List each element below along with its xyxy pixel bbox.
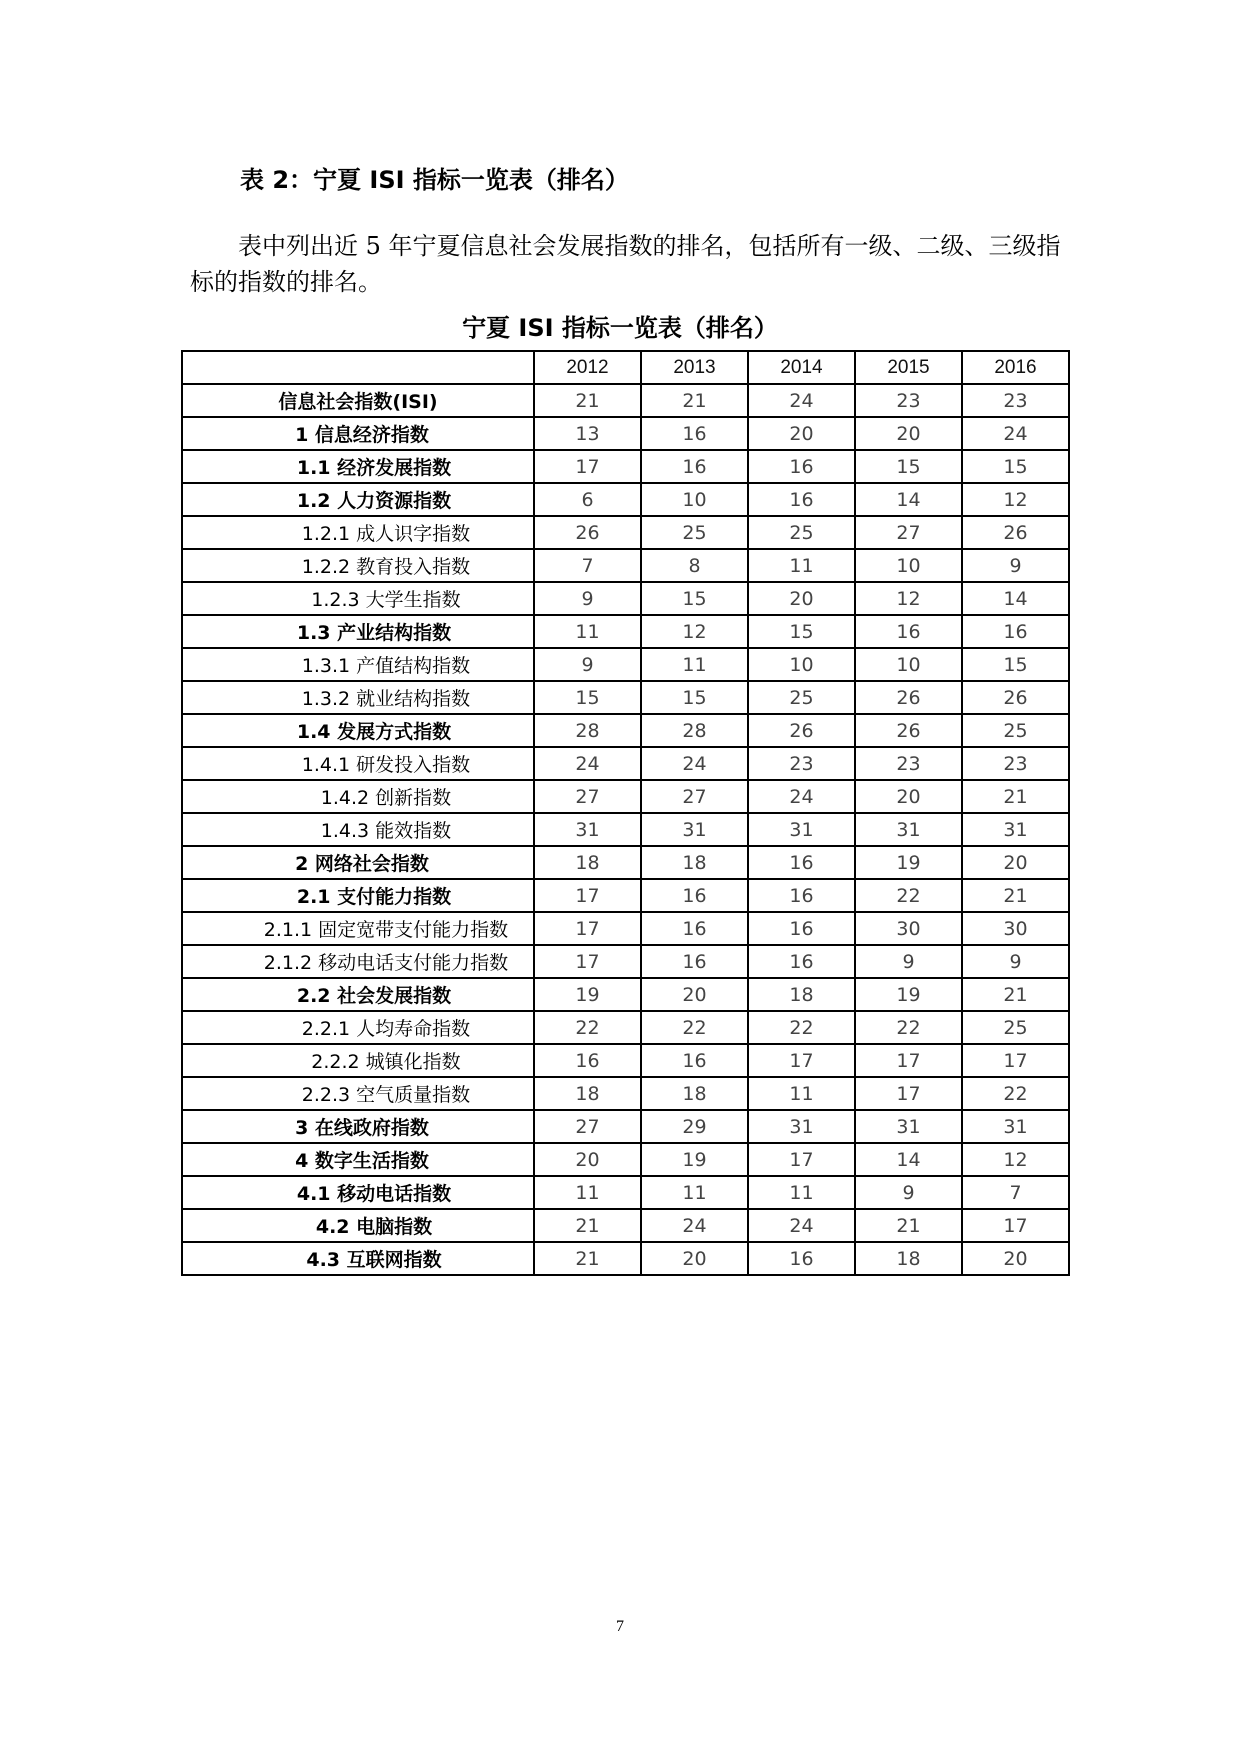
- rank-cell: 26: [962, 516, 1069, 549]
- rank-cell: 21: [962, 879, 1069, 912]
- rank-cell: 16: [748, 450, 855, 483]
- indicator-label: 3 在线政府指数: [182, 1110, 534, 1143]
- rank-cell: 11: [748, 549, 855, 582]
- rank-cell: 21: [534, 384, 641, 417]
- table-row: [182, 384, 1069, 417]
- indicator-label: 4 数字生活指数: [182, 1143, 534, 1176]
- table-row: [182, 1011, 1069, 1044]
- indicator-label: 4.1 移动电话指数: [182, 1176, 534, 1209]
- rank-cell: 24: [748, 1209, 855, 1242]
- rank-cell: 17: [534, 912, 641, 945]
- rank-cell: 9: [534, 648, 641, 681]
- rank-cell: 22: [641, 1011, 748, 1044]
- rank-cell: 24: [641, 1209, 748, 1242]
- rank-cell: 17: [748, 1044, 855, 1077]
- rank-cell: 11: [641, 1176, 748, 1209]
- rank-cell: 15: [534, 681, 641, 714]
- rank-cell: 16: [748, 945, 855, 978]
- rank-cell: 28: [534, 714, 641, 747]
- rank-cell: 30: [962, 912, 1069, 945]
- rank-cell: 16: [748, 879, 855, 912]
- rank-cell: 7: [962, 1176, 1069, 1209]
- rank-cell: 18: [748, 978, 855, 1011]
- rank-cell: 14: [855, 483, 962, 516]
- rank-cell: 16: [641, 945, 748, 978]
- rank-cell: 15: [855, 450, 962, 483]
- table-row: [182, 483, 1069, 516]
- table-row: [182, 879, 1069, 912]
- rank-cell: 21: [962, 978, 1069, 1011]
- rank-cell: 22: [748, 1011, 855, 1044]
- rank-cell: 23: [855, 747, 962, 780]
- indicator-label: 1.3.2 就业结构指数: [182, 681, 534, 714]
- table-row: [182, 582, 1069, 615]
- rank-cell: 20: [962, 1242, 1069, 1275]
- rank-cell: 25: [748, 516, 855, 549]
- rank-cell: 9: [962, 945, 1069, 978]
- table-row: [182, 714, 1069, 747]
- indicator-label: 1.4.3 能效指数: [182, 813, 534, 846]
- table-row: [182, 1209, 1069, 1242]
- rank-cell: 12: [641, 615, 748, 648]
- page-number: 7: [616, 1618, 624, 1635]
- rank-cell: 25: [748, 681, 855, 714]
- table-row: [182, 1044, 1069, 1077]
- rank-cell: 28: [641, 714, 748, 747]
- rank-cell: 26: [962, 681, 1069, 714]
- table-row: [182, 648, 1069, 681]
- rank-cell: 24: [962, 417, 1069, 450]
- rank-cell: 26: [534, 516, 641, 549]
- rank-cell: 15: [962, 450, 1069, 483]
- table-row: [182, 747, 1069, 780]
- rank-cell: 24: [641, 747, 748, 780]
- indicator-label: 1.2.2 教育投入指数: [182, 549, 534, 582]
- rank-cell: 17: [855, 1077, 962, 1110]
- rank-cell: 24: [534, 747, 641, 780]
- rank-cell: 19: [641, 1143, 748, 1176]
- rank-cell: 16: [748, 1242, 855, 1275]
- indicator-label: 2 网络社会指数: [182, 846, 534, 879]
- rank-cell: 26: [855, 681, 962, 714]
- rank-cell: 11: [748, 1176, 855, 1209]
- rank-cell: 16: [641, 1044, 748, 1077]
- year-header: 2015: [855, 351, 962, 384]
- indicator-label: 2.1.1 固定宽带支付能力指数: [182, 912, 534, 945]
- rank-cell: 15: [748, 615, 855, 648]
- rank-cell: 18: [641, 846, 748, 879]
- rank-cell: 17: [534, 879, 641, 912]
- rank-cell: 20: [855, 417, 962, 450]
- rank-cell: 18: [855, 1242, 962, 1275]
- rank-cell: 11: [641, 648, 748, 681]
- rank-cell: 22: [855, 1011, 962, 1044]
- table-row: [182, 1242, 1069, 1275]
- rank-cell: 21: [962, 780, 1069, 813]
- rank-cell: 8: [641, 549, 748, 582]
- rank-cell: 22: [855, 879, 962, 912]
- table-row: [182, 549, 1069, 582]
- rank-cell: 7: [534, 549, 641, 582]
- table-row: [182, 813, 1069, 846]
- indicator-label: 1.2.1 成人识字指数: [182, 516, 534, 549]
- rank-cell: 26: [855, 714, 962, 747]
- indicator-label: 1.3.1 产值结构指数: [182, 648, 534, 681]
- indicator-label: 2.2.3 空气质量指数: [182, 1077, 534, 1110]
- rank-cell: 31: [962, 1110, 1069, 1143]
- rank-cell: 10: [855, 648, 962, 681]
- rank-cell: 6: [534, 483, 641, 516]
- rank-cell: 18: [534, 846, 641, 879]
- table-body: [182, 384, 1069, 1275]
- indicator-label: 1.4 发展方式指数: [182, 714, 534, 747]
- rank-cell: 16: [748, 483, 855, 516]
- rank-cell: 25: [962, 1011, 1069, 1044]
- table-row: [182, 450, 1069, 483]
- rank-cell: 19: [534, 978, 641, 1011]
- header-blank-cell: [182, 351, 534, 384]
- rank-cell: 16: [962, 615, 1069, 648]
- rank-cell: 20: [855, 780, 962, 813]
- year-header: 2013: [641, 351, 748, 384]
- rank-cell: 16: [641, 912, 748, 945]
- rank-cell: 30: [855, 912, 962, 945]
- rank-cell: 9: [962, 549, 1069, 582]
- rank-cell: 17: [855, 1044, 962, 1077]
- rank-cell: 24: [748, 780, 855, 813]
- table-row: [182, 780, 1069, 813]
- rank-cell: 20: [748, 417, 855, 450]
- rank-cell: 15: [641, 582, 748, 615]
- rank-cell: 18: [641, 1077, 748, 1110]
- rank-cell: 31: [855, 1110, 962, 1143]
- rank-cell: 27: [855, 516, 962, 549]
- rank-cell: 19: [855, 978, 962, 1011]
- rank-cell: 24: [748, 384, 855, 417]
- rank-cell: 9: [855, 945, 962, 978]
- rank-cell: 31: [748, 1110, 855, 1143]
- rank-cell: 16: [641, 879, 748, 912]
- rank-cell: 10: [748, 648, 855, 681]
- indicator-label: 1.4.1 研发投入指数: [182, 747, 534, 780]
- indicator-label: 4.2 电脑指数: [182, 1209, 534, 1242]
- table-row: [182, 681, 1069, 714]
- year-header: 2014: [748, 351, 855, 384]
- indicator-label: 1.1 经济发展指数: [182, 450, 534, 483]
- rank-cell: 12: [962, 483, 1069, 516]
- rank-cell: 10: [641, 483, 748, 516]
- indicator-label: 2.2.1 人均寿命指数: [182, 1011, 534, 1044]
- rank-cell: 23: [855, 384, 962, 417]
- rank-cell: 27: [641, 780, 748, 813]
- rank-cell: 17: [534, 945, 641, 978]
- table-header-row: [182, 351, 1069, 384]
- rank-cell: 18: [534, 1077, 641, 1110]
- rank-cell: 13: [534, 417, 641, 450]
- rank-cell: 21: [534, 1242, 641, 1275]
- table-row: [182, 978, 1069, 1011]
- rank-cell: 20: [641, 1242, 748, 1275]
- rank-cell: 16: [641, 417, 748, 450]
- rank-cell: 11: [534, 615, 641, 648]
- indicator-label: 1.3 产业结构指数: [182, 615, 534, 648]
- rank-cell: 23: [748, 747, 855, 780]
- rank-cell: 31: [962, 813, 1069, 846]
- rank-cell: 22: [962, 1077, 1069, 1110]
- rank-cell: 16: [748, 846, 855, 879]
- table-row: [182, 1176, 1069, 1209]
- table-caption: 宁夏 ISI 指标一览表（排名）: [462, 314, 778, 342]
- indicator-label: 2.1 支付能力指数: [182, 879, 534, 912]
- rank-cell: 20: [748, 582, 855, 615]
- table-row: [182, 1143, 1069, 1176]
- rank-cell: 19: [855, 846, 962, 879]
- rank-cell: 31: [748, 813, 855, 846]
- rank-cell: 17: [962, 1209, 1069, 1242]
- rank-cell: 12: [855, 582, 962, 615]
- section-heading: 表 2：宁夏 ISI 指标一览表（排名）: [240, 166, 629, 194]
- table-row: [182, 945, 1069, 978]
- rank-cell: 29: [641, 1110, 748, 1143]
- rank-cell: 17: [962, 1044, 1069, 1077]
- rank-cell: 14: [962, 582, 1069, 615]
- rank-cell: 20: [641, 978, 748, 1011]
- rank-cell: 20: [534, 1143, 641, 1176]
- rank-cell: 14: [855, 1143, 962, 1176]
- rank-cell: 16: [855, 615, 962, 648]
- intro-paragraph: 表中列出近 5 年宁夏信息社会发展指数的排名，包括所有一级、二级、三级指标的指数的排名。: [190, 232, 1061, 296]
- table-row: [182, 912, 1069, 945]
- rank-cell: 15: [641, 681, 748, 714]
- rank-cell: 20: [962, 846, 1069, 879]
- indicator-label: 2.1.2 移动电话支付能力指数: [182, 945, 534, 978]
- indicator-label: 2.2 社会发展指数: [182, 978, 534, 1011]
- rank-cell: 27: [534, 1110, 641, 1143]
- indicator-label: 1 信息经济指数: [182, 417, 534, 450]
- table-row: [182, 1110, 1069, 1143]
- rank-cell: 9: [855, 1176, 962, 1209]
- year-header: 2012: [534, 351, 641, 384]
- isi-ranking-table: [181, 350, 1070, 1276]
- rank-cell: 23: [962, 747, 1069, 780]
- rank-cell: 25: [962, 714, 1069, 747]
- rank-cell: 10: [855, 549, 962, 582]
- rank-cell: 21: [855, 1209, 962, 1242]
- indicator-label: 1.2.3 大学生指数: [182, 582, 534, 615]
- indicator-label: 2.2.2 城镇化指数: [182, 1044, 534, 1077]
- table-row: [182, 417, 1069, 450]
- indicator-label: 1.2 人力资源指数: [182, 483, 534, 516]
- rank-cell: 21: [534, 1209, 641, 1242]
- rank-cell: 26: [748, 714, 855, 747]
- rank-cell: 16: [534, 1044, 641, 1077]
- rank-cell: 27: [534, 780, 641, 813]
- rank-cell: 16: [748, 912, 855, 945]
- rank-cell: 15: [962, 648, 1069, 681]
- rank-cell: 11: [534, 1176, 641, 1209]
- indicator-label: 4.3 互联网指数: [182, 1242, 534, 1275]
- rank-cell: 11: [748, 1077, 855, 1110]
- rank-cell: 9: [534, 582, 641, 615]
- rank-cell: 16: [641, 450, 748, 483]
- rank-cell: 31: [641, 813, 748, 846]
- year-header: 2016: [962, 351, 1069, 384]
- rank-cell: 17: [748, 1143, 855, 1176]
- table-row: [182, 615, 1069, 648]
- rank-cell: 25: [641, 516, 748, 549]
- indicator-label: 1.4.2 创新指数: [182, 780, 534, 813]
- rank-cell: 12: [962, 1143, 1069, 1176]
- rank-cell: 23: [962, 384, 1069, 417]
- indicator-label: 信息社会指数(ISI): [182, 384, 534, 417]
- rank-cell: 31: [855, 813, 962, 846]
- rank-cell: 21: [641, 384, 748, 417]
- table-row: [182, 516, 1069, 549]
- rank-cell: 31: [534, 813, 641, 846]
- rank-cell: 22: [534, 1011, 641, 1044]
- table-row: [182, 846, 1069, 879]
- rank-cell: 17: [534, 450, 641, 483]
- table-row: [182, 1077, 1069, 1110]
